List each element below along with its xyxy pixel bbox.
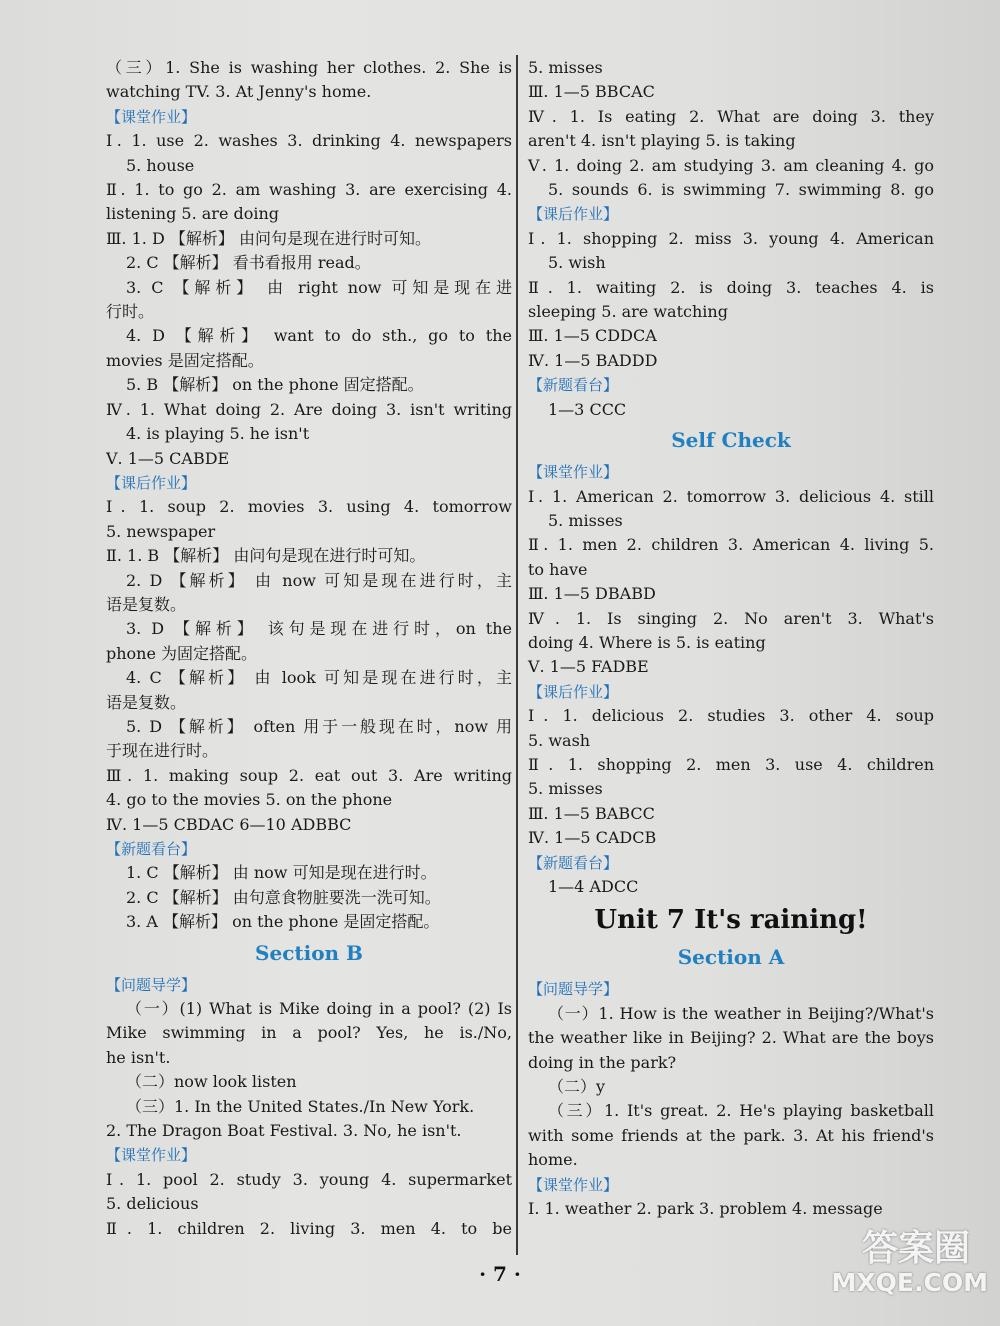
answer-line: doing in the park? bbox=[528, 1052, 677, 1072]
answer-line: he isn't. bbox=[106, 1047, 171, 1067]
answer-line: 1—3 CCC bbox=[548, 399, 627, 419]
answer-line: 5. wash bbox=[528, 730, 591, 750]
section-tag: 【新题看台】 bbox=[528, 853, 619, 872]
answer-line: Ⅳ. 1—5 CBDAC 6—10 ADBBC bbox=[106, 814, 352, 834]
answer-line: Ⅳ. 1. What doing 2. Are doing 3. isn't writing bbox=[106, 399, 512, 419]
answer-line: 4. C 【解析】 由 look 可知是现在进行时，主 bbox=[126, 668, 512, 688]
answer-line: 2. D 【解析】 由 now 可知是现在进行时，主 bbox=[126, 570, 512, 590]
section-heading: Self Check bbox=[671, 428, 791, 453]
answer-line: （一）(1) What is Mike doing in a pool? (2) Is bbox=[126, 999, 512, 1019]
answer-line: 5. B 【解析】 on the phone 固定搭配。 bbox=[126, 375, 424, 395]
answer-line: Ⅲ. 1. making soup 2. eat out 3. Are writing bbox=[106, 765, 512, 785]
answer-line: 5. misses bbox=[548, 510, 623, 530]
answer-line: Ⅲ. 1. D 【解析】 由问句是现在进行时可知。 bbox=[106, 228, 431, 248]
answer-line: （三）1. She is washing her clothes. 2. She is bbox=[106, 58, 512, 77]
section-tag: 【新题看台】 bbox=[106, 840, 197, 858]
answer-line: 3. C 【解析】 由 right now 可知是现在进 bbox=[126, 277, 512, 297]
answer-line: Ⅱ. 1. B 【解析】 由问句是现在进行时可知。 bbox=[106, 546, 426, 566]
answer-line: Ⅳ. 1. Is eating 2. What are doing 3. they bbox=[528, 106, 934, 126]
answer-line: 于现在进行时。 bbox=[106, 741, 219, 761]
answer-line: listening 5. are doing bbox=[106, 204, 280, 224]
answer-line: Ⅱ. 1. shopping 2. men 3. use 4. children bbox=[528, 754, 934, 774]
answer-line: Ⅲ. 1—5 DBABD bbox=[528, 584, 656, 604]
answer-line: 3. A 【解析】 on the phone 是固定搭配。 bbox=[126, 912, 440, 932]
answer-line: Ⅰ. 1. weather 2. park 3. problem 4. message bbox=[528, 1199, 883, 1219]
right-column bbox=[528, 56, 934, 1221]
section-tag: 【课堂作业】 bbox=[528, 1175, 619, 1194]
answer-line: Ⅳ. 1—5 BADDD bbox=[528, 350, 658, 370]
answer-line: 2. C 【解析】 看书看报用 read。 bbox=[126, 253, 371, 273]
answer-line: Ⅰ. 1. use 2. washes 3. drinking 4. newspapers bbox=[106, 131, 512, 151]
answer-line: 2. C 【解析】 由句意食物脏要洗一洗可知。 bbox=[126, 887, 441, 907]
answer-line: 5. newspaper bbox=[106, 521, 216, 541]
section-tag: 【课堂作业】 bbox=[528, 463, 619, 482]
answer-line: Ⅲ. 1—5 BBCAC bbox=[528, 82, 655, 102]
section-tag: 【课堂作业】 bbox=[106, 107, 197, 126]
answer-line: Mike swimming in a pool? Yes, he is./No, bbox=[106, 1023, 512, 1043]
answer-line: （三）1. It's great. 2. He's playing basketball bbox=[548, 1101, 934, 1121]
page-number: · 7 · bbox=[479, 1262, 521, 1286]
answer-line: 1. C 【解析】 由 now 可知是现在进行时。 bbox=[126, 863, 437, 883]
answer-line: 1—4 ADCC bbox=[548, 877, 639, 896]
answer-line: 语是复数。 bbox=[106, 692, 187, 712]
answer-line: 4. D 【解析】 want to do sth., go to the bbox=[126, 326, 512, 346]
answer-line: 语是复数。 bbox=[106, 594, 187, 614]
answer-line: 2. The Dragon Boat Festival. 3. No, he isn't. bbox=[106, 1121, 462, 1141]
answer-line: 5. sounds 6. is swimming 7. swimming 8. go bbox=[548, 180, 934, 200]
answer-line: phone 为固定搭配。 bbox=[106, 643, 258, 663]
unit-title: Unit 7 It's raining! bbox=[594, 905, 868, 936]
answer-line: Ⅱ. 1. to go 2. am washing 3. are exercising 4. bbox=[106, 180, 512, 200]
section-tag: 【课堂作业】 bbox=[106, 1146, 197, 1165]
answer-line: 5. D 【解析】 often 用于一般现在时，now 用 bbox=[126, 716, 512, 736]
answer-line: aren't 4. isn't playing 5. is taking bbox=[528, 131, 796, 151]
answer-line: 行时。 bbox=[106, 302, 155, 322]
answer-line: 4. is playing 5. he isn't bbox=[126, 424, 310, 444]
answer-line: 5. house bbox=[126, 155, 195, 175]
section-tag: 【课后作业】 bbox=[106, 473, 197, 492]
answer-line: Ⅲ. 1—5 CDDCA bbox=[528, 326, 657, 346]
section-tag: 【课后作业】 bbox=[528, 205, 619, 224]
answer-line: Ⅰ. 1. soup 2. movies 3. using 4. tomorrow bbox=[106, 497, 512, 517]
answer-line: 4. go to the movies 5. on the phone bbox=[106, 790, 393, 810]
left-column bbox=[106, 56, 512, 1241]
answer-line: Ⅱ. 1. waiting 2. is doing 3. teaches 4. is bbox=[528, 277, 934, 297]
answer-line: Ⅱ. 1. children 2. living 3. men 4. to be bbox=[106, 1218, 512, 1238]
answer-line: doing 4. Where is 5. is eating bbox=[528, 632, 766, 652]
section-tag: 【新题看台】 bbox=[528, 376, 619, 395]
section-tag: 【问题导学】 bbox=[528, 980, 619, 999]
watermark-logo bbox=[798, 1220, 988, 1308]
answer-line: 5. wish bbox=[548, 253, 606, 273]
answer-line: Ⅲ. 1—5 BABCC bbox=[528, 803, 655, 823]
answer-line: Ⅳ. 1. Is singing 2. No aren't 3. What's bbox=[528, 608, 934, 628]
answer-line: with some friends at the park. 3. At his friend's bbox=[528, 1125, 934, 1145]
section-heading: Section A bbox=[677, 945, 785, 970]
answer-line: Ⅰ. 1. delicious 2. studies 3. other 4. soup bbox=[528, 706, 934, 726]
section-tag: 【问题导学】 bbox=[106, 975, 197, 994]
answer-line: （一）1. How is the weather in Beijing?/What's bbox=[548, 1003, 934, 1023]
answer-line: Ⅴ. 1—5 FADBE bbox=[528, 657, 649, 677]
answer-line: 5. misses bbox=[528, 58, 603, 77]
answer-line: Ⅰ. 1. pool 2. study 3. young 4. supermarket bbox=[106, 1169, 512, 1189]
answer-line: watching TV. 3. At Jenny's home. bbox=[106, 82, 372, 102]
section-heading: Section B bbox=[255, 940, 363, 965]
section-tag: 【课后作业】 bbox=[528, 682, 619, 701]
column-divider bbox=[516, 55, 518, 1255]
answer-line: Ⅰ. 1. shopping 2. miss 3. young 4. American bbox=[528, 228, 934, 248]
answer-line: Ⅴ. 1—5 CABDE bbox=[106, 448, 230, 468]
answer-line: Ⅰ. 1. American 2. tomorrow 3. delicious 4. still bbox=[528, 486, 934, 506]
answer-line: 5. delicious bbox=[106, 1194, 199, 1214]
answer-line: （三）1. In the United States./In New York. bbox=[126, 1096, 475, 1116]
answer-line: 3. D 【解析】 该句是现在进行时，on the bbox=[126, 619, 512, 639]
answer-line: sleeping 5. are watching bbox=[528, 302, 728, 322]
answer-line: home. bbox=[528, 1150, 578, 1170]
answer-line: the weather like in Beijing? 2. What are the boys bbox=[528, 1028, 934, 1048]
answer-line: （二）y bbox=[548, 1077, 606, 1097]
answer-line: movies 是固定搭配。 bbox=[106, 350, 264, 370]
answer-line: Ⅳ. 1—5 CADCB bbox=[528, 828, 657, 848]
watermark-url: MXQE.COM bbox=[831, 1268, 988, 1297]
answer-line: Ⅱ. 1. men 2. children 3. American 4. living 5. bbox=[528, 535, 934, 555]
answer-line: to have bbox=[528, 559, 588, 579]
answer-line: （二）now look listen bbox=[126, 1072, 297, 1092]
answer-line: Ⅴ. 1. doing 2. am studying 3. am cleaning 4. go bbox=[528, 155, 934, 175]
answer-line: 5. misses bbox=[528, 779, 603, 799]
watermark-text: 答案圈 bbox=[861, 1228, 970, 1269]
